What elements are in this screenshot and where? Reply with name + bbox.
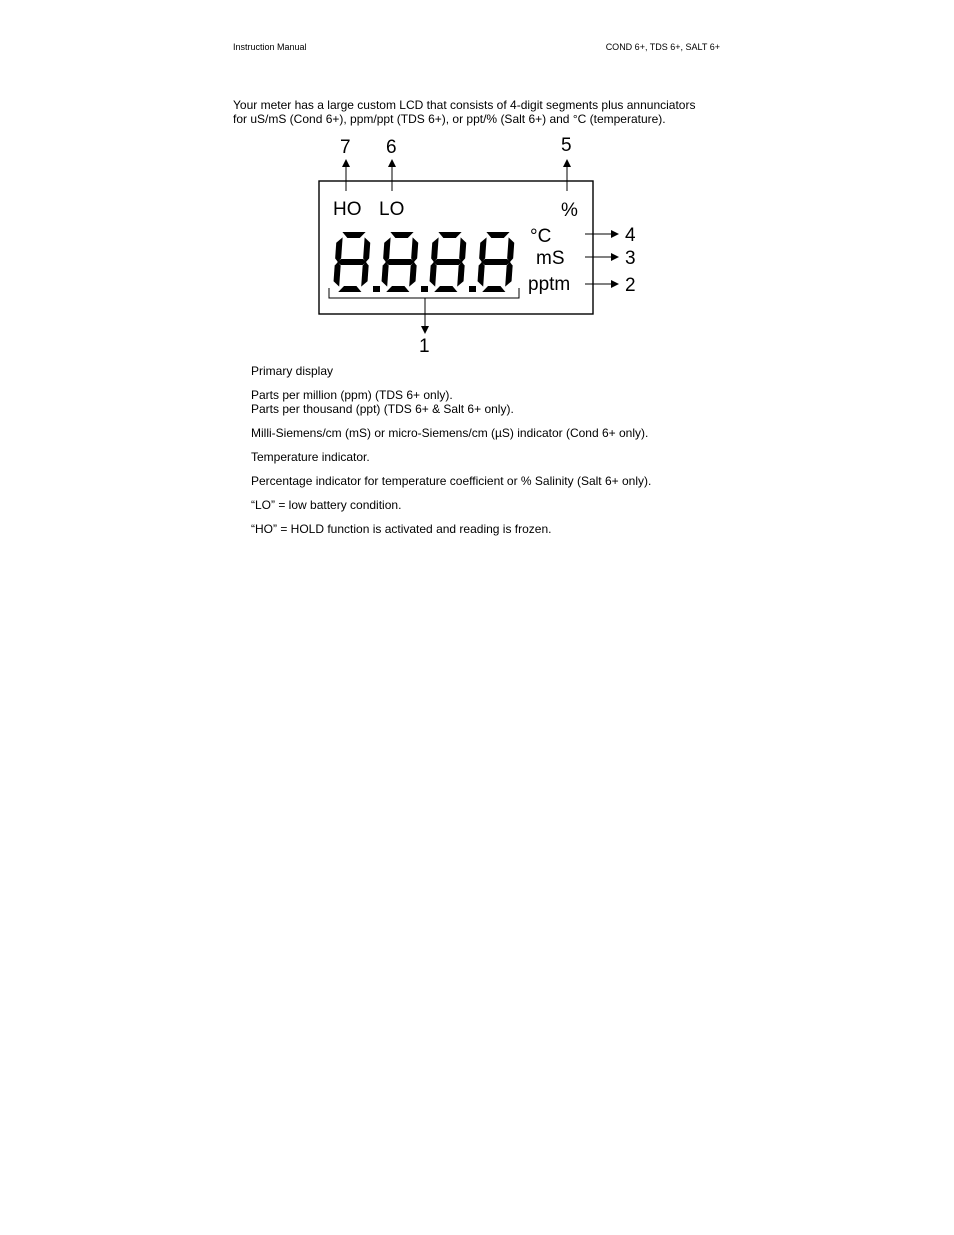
intro-line-2: for uS/mS (Cond 6+), ppm/ppt (TDS 6+), or ppt/% (Salt 6+) and °C (temperature). <box>233 112 666 126</box>
seven-segment-digits <box>333 232 515 292</box>
digit-2-segment-c <box>409 262 417 287</box>
header-left-title: Instruction Manual <box>233 42 307 52</box>
digit-2-segment-f <box>383 237 391 262</box>
digit-3-segment-c <box>457 262 465 287</box>
callout-number-2: 2 <box>625 275 636 296</box>
lcd-diagram-svg <box>300 130 660 360</box>
decimal-point-2 <box>421 286 428 292</box>
digit-4-segment-e <box>477 262 485 287</box>
legend-item-6: “LO” = low battery condition. <box>251 498 402 512</box>
digit-1-segment-e <box>333 262 341 287</box>
lcd-diagram <box>300 130 660 360</box>
digit-2-segment-d <box>386 286 410 292</box>
decimal-point-3 <box>469 286 476 292</box>
digit-4-segment-g <box>481 259 511 265</box>
legend-item-4: Temperature indicator. <box>251 450 370 464</box>
legend-item-5: Percentage indicator for temperature coefficient or % Salinity (Salt 6+ only). <box>251 474 652 488</box>
digit-1 <box>333 232 371 292</box>
low-battery-annunciator: LO <box>379 199 405 220</box>
digit-4 <box>477 232 515 292</box>
digit-1-segment-b <box>363 237 371 262</box>
digit-4-segment-d <box>482 286 506 292</box>
siemens-annunciator: mS <box>536 248 565 269</box>
callout-number-6: 6 <box>386 137 397 158</box>
digit-3-segment-f <box>431 237 439 262</box>
digit-3-segment-d <box>434 286 458 292</box>
digit-3 <box>429 232 467 292</box>
digit-4-segment-a <box>486 232 510 238</box>
digit-1-segment-a <box>342 232 366 238</box>
intro-paragraph <box>233 98 733 126</box>
callout-number-1: 1 <box>419 336 430 357</box>
callout-number-4: 4 <box>625 225 636 246</box>
header-right-models: COND 6+, TDS 6+, SALT 6+ <box>605 42 720 52</box>
intro-line-1: Your meter has a large custom LCD that consists of 4-digit segments plus annunciators <box>233 98 696 112</box>
digit-2-segment-e <box>381 262 389 287</box>
digit-2 <box>381 232 419 292</box>
callout-number-3: 3 <box>625 248 636 269</box>
decimal-point-1 <box>373 286 380 292</box>
callout-number-5: 5 <box>561 135 572 156</box>
legend-list <box>251 364 771 546</box>
digit-3-segment-e <box>429 262 437 287</box>
digit-3-segment-a <box>438 232 462 238</box>
legend-item-3: Milli-Siemens/cm (mS) or micro-Siemens/cm (µS) indicator (Cond 6+ only). <box>251 426 649 440</box>
digit-3-segment-g <box>433 259 463 265</box>
legend-item-2: Parts per million (ppm) (TDS 6+ only). Parts per thousand (ppt) (TDS 6+ & Salt 6+ only). <box>251 388 514 416</box>
digit-1-segment-g <box>337 259 367 265</box>
digit-4-segment-b <box>507 237 515 262</box>
digit-3-segment-b <box>459 237 467 262</box>
percent-annunciator: % <box>561 200 578 221</box>
digit-1-segment-c <box>361 262 369 287</box>
legend-item-1: Primary display <box>251 364 334 378</box>
digit-1-segment-f <box>335 237 343 262</box>
digit-4-segment-f <box>479 237 487 262</box>
digit-4-segment-c <box>505 262 513 287</box>
callout-number-7: 7 <box>340 137 351 158</box>
hold-annunciator: HO <box>333 199 362 220</box>
digit-2-segment-b <box>411 237 419 262</box>
celsius-annunciator: °C <box>530 226 552 247</box>
digit-2-segment-g <box>385 259 415 265</box>
legend-item-7: “HO” = HOLD function is activated and reading is frozen. <box>251 522 552 536</box>
ppt-ppm-annunciator: pptm <box>528 274 571 295</box>
digit-2-segment-a <box>390 232 414 238</box>
digit-1-segment-d <box>338 286 362 292</box>
